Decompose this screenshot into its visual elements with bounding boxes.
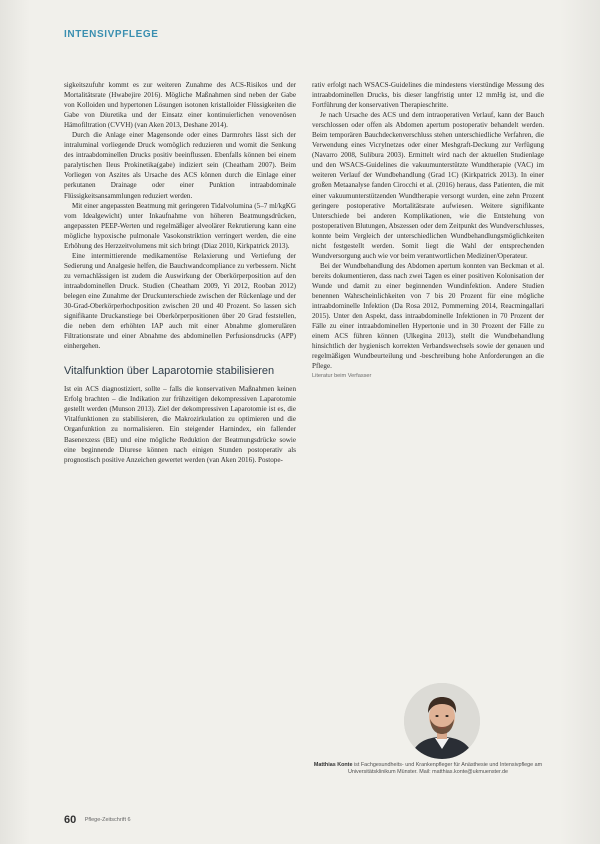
author-name: Matthias Konte <box>313 762 353 768</box>
article-left-column <box>64 80 296 465</box>
page-number: 60 <box>64 813 77 826</box>
author-portrait-image <box>404 683 480 759</box>
article-right-column <box>312 80 544 381</box>
author-photo <box>404 683 480 759</box>
page-footer <box>64 811 131 829</box>
paragraph: rativ erfolgt nach WSACS-Guidelines die mindestens vierstündige Messung des intraabdominellen Drucks, bis dieser langfristig unter 12 mmHg ist, und die Fortführung der konservativen Therapieschritte. <box>312 81 544 110</box>
paragraph: Mit einer angepassten Beatmung mit geringeren Tidalvolumina (5–7 ml/kgKG vom Idealgewicht) unter Inkaufnahme von höheren Beatmungsdrücken, angepassten PEEP-Werten und regelmäßiger alveolärer Rekrutierung kann eine mögliche hypoxische pulmonale Vasokonstriktion verringert werden, die eine Erhöhung des Herzzeitvolumens mit sich bringt (Diaz 2010, Kirkpatrick 2013). <box>64 201 296 250</box>
paragraph: Bei der Wundbehandlung des Abdomen apertum konnten van Beckman et al. bereits dokumentieren, dass nach zwei Tagen es einer positiven Kolonisation der Wunde und damit zu einer beginnenden Wundinfektion. Andere Studien benennen Wahrscheinlichkeiten von 7 bis 20 Prozent für eine mögliche intraabdominelle Infektion (Da Rosa 2012, Pommerning 2014, Reacmingallari 2015). Unter den Aspekt, dass intraabdominelle Infektionen in 70 Prozent der Fälle zu einer intraabdominellen Hypertonie und in 30 Prozent der Fälle zu einem ACS führen können (Ulkegina 2013), stellt die Wundbehandlung hinsichtlich der hygienisch korrekten Verbandswechsels sowie der genauen und regelmäßigen Wundbeurteilung und -beschreibung hohe Anforderungen an die Pflege. <box>312 261 544 371</box>
article-subheading: Vitalfunktion über Laparotomie stabilisieren <box>64 365 275 378</box>
magazine-name: Pflege-Zeitschrift 6 <box>84 816 131 823</box>
paragraph: Durch die Anlage einer Magensonde oder eines Darmrohrs lässt sich der intraluminal vorliegende Druck womöglich reduzieren und womit die Senkung des intraabdominellen Drucks positiv beeinflussen. Ebenfalls können bei einem paralytischen Ileus Prokinetika(gabe) indiziert sein (Cheatham 2007). Beim Vorliegen von Aszites als Ursache des ACS können durch die Einlage einer perkutanen Drainage oder einer Punktion intraabdominale Flüssigkeitsansammlungen reduziert werden. <box>64 131 296 200</box>
paragraph: Eine intermittierende medikamentöse Relaxierung und Vertiefung der Sedierung und Analgesie helfen, die Bauchwandcompliance zu verbessern. Nicht zu vernachlässigen ist zudem die Auswirkung der Oberkörperposition auf den intraabdominellen Druck. Studien (Cheatham 2009, Yi 2012, Rooban 2012) belegen eine Zunahme der Druckunterschiede zwischen der Rückenlage und der 30-Grad-Oberkörperhochposition zwischen 20 und 40 Prozent. So lassen sich signifikante Druckanstiege bei Oberkörperpositionen über 20 Grad feststellen, die neben dem erhöhten IAP auch mit einer Abnahme glomerulären Filtrationsrate und einer Abnahme des abdominellen Perfusionsdrucks (APP) einhergehen. <box>64 251 296 351</box>
author-caption <box>312 762 544 776</box>
author-description: ist Fachgesundheits- und Krankenpfleger für Anästhesie und Intensivpflege am Universitätsklinikum Münster. Mail: matthias.konte@ukmuenster.de <box>347 762 543 776</box>
section-label: INTENSIVPFLEGE <box>64 29 159 40</box>
paragraph: sigkeitszufuhr kommt es zur weiteren Zunahme des ACS-Risikos und der Mortalitätsrate (Hwabejire 2016). Mögliche Maßnahmen sind neben der Gabe von Kolloiden und hypertonen Lösungen isotonen kristalloider Flüssigkeiten die Gabe von Diuretika und der Einsatz einer kontinuierlichen venovenösen Hämofiltration (CVVH) (van Aken 2013, Deshane 2014). <box>64 81 296 130</box>
paragraph: Ist ein ACS diagnostiziert, sollte – falls die konservativen Maßnahmen keinen Erfolg brachten – die Indikation zur frühzeitigen dekompressiven Laparotomie gestellt werden (Munson 2013). Ziel der dekompressiven Laparotomie ist es, die Vitalfunktionen zu stabilisieren, die Makrozirkulation zu optimieren und die Organfunktion zu normalisieren. Ein steigender Harnindex, ein fallender Basenexzess (BE) und eine mögliche Reduktion der Beatmungsdrücke sowie eine beginnende Diurese können nach einigen Stunden postoperativ als prognostisch positive Anzeichen gewertet werden (van Aken 2016). Postope- <box>64 385 296 464</box>
paragraph: Je nach Ursache des ACS und dem intraoperativen Verlauf, kann der Bauch verschlossen oder offen als Abdomen apertum postoperativ behandelt werden. Beim temporären Bauchdeckenverschluss stehen unterschiedliche Verfahren, die Verwendung eines Vicrylnetzes oder einer Meshgraft-Deckung zur Verfügung (Navarro 2008, Sulibura 2003). Ermittelt wird nach der aktuellen Studienlage und den WSACS-Guidelines die vakuumunterstützte Wundtherapie (VAC) im weiteren Verlauf der Wundbehandlung (Grad 1C) (Kirkpatrick 2013). In einer großen Metaanalyse fanden Cirocchi et al. (2016) heraus, dass Patienten, die mit einer vakuumunterstützenden Wundtherapie versorgt wurden, eine zehn Prozent geringere postoperative Mortalitätsrate aufwiesen. Weitere signifikante Unterschiede bei anderen Komplikationen, wie die Entstehung von postoperativen Blutungen, Abszessen oder dem Zeitpunkt des Wundverschlusses, konnte beim Vergleich der unterschiedlichen Wundbehandlungsmöglichkeiten nicht festgestellt werden. Somit liegt die Wahl der entsprechenden Wundversorgung auch wie vor beim verantwortlichen Mediziner/Operateur. <box>312 111 544 260</box>
literature-note: Literatur beim Verfasser <box>312 373 372 380</box>
